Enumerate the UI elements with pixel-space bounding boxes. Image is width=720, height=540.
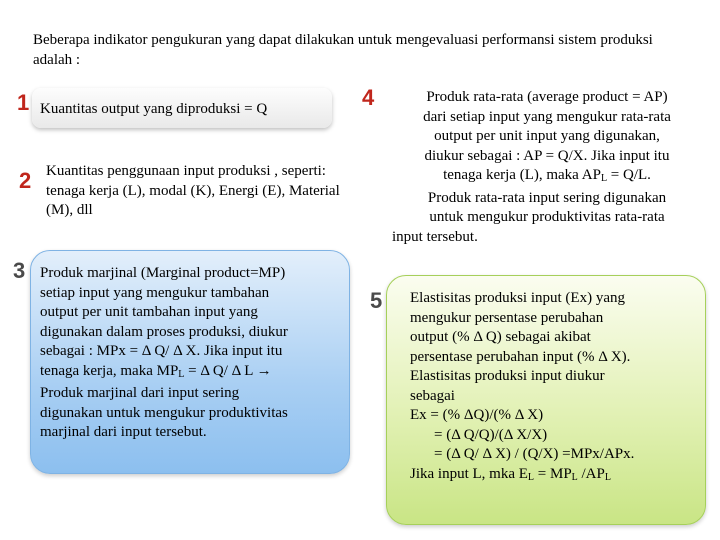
- item-5-number: 5: [370, 288, 383, 313]
- item-4-line-formula: tenaga kerja (L), maka $AP_L = Q/L$.: [443, 167, 651, 184]
- item-5-line: = (Δ Q/ Δ X) / (Q/X) =MPx/APx.: [434, 446, 635, 462]
- item-3-text: [40, 264, 346, 443]
- item-3-line: marjinal dari input tersebut.: [40, 424, 207, 440]
- item-3-line: digunakan dalam proses produksi, diukur: [40, 323, 288, 340]
- item-1-text: Kuantitas output yang diproduksi = Q: [40, 101, 268, 117]
- item-4-line: dari setiap input yang mengukur rata-rata: [423, 108, 671, 125]
- item-4-text: [392, 88, 702, 247]
- item-3-line: Produk marjinal (Marginal product=MP): [40, 265, 286, 281]
- item-3-line-formula: tenaga kerja, maka $MP_L = \Delta$ Q/ Δ L →: [40, 362, 272, 380]
- item-5-line: persentase perubahan input (% Δ X).: [410, 348, 631, 365]
- item-5-line-formula: Jika input L, mka $E_L = MP_L$ $/AP_L$: [410, 465, 611, 483]
- item-4-line: untuk mengukur produktivitas rata-rata: [429, 209, 665, 225]
- item-1-number: 1: [17, 90, 30, 115]
- item-2-number: 2: [19, 168, 32, 193]
- item-4-line: diukur sebagai : AP = Q/X. Jika input itu: [424, 147, 670, 164]
- item-3-line: setiap input yang mengukur tambahan: [40, 284, 270, 301]
- item-4-number: 4: [362, 85, 375, 110]
- item-5-line: = (Δ Q/Q)/(Δ X/X): [434, 426, 548, 443]
- item-4-line: Produk rata-rata input sering digunakan: [427, 189, 667, 206]
- item-3-line: digunakan untuk mengukur produktivitas: [40, 404, 288, 421]
- intro-text: Beberapa indikator pengukuran yang dapat dilakukan untuk mengevaluasi performansi sistem produksi adalah :: [33, 32, 653, 68]
- item-5-text: [410, 289, 700, 487]
- item-4-line: output per unit input yang digunakan,: [434, 128, 660, 144]
- item-3-number: 3: [13, 258, 26, 283]
- item-5-line: mengukur persentase perubahan: [410, 309, 604, 326]
- item-5-line: sebagai: [410, 387, 455, 404]
- item-4-line: input tersebut.: [392, 228, 478, 245]
- item-3-line: Produk marjinal dari input sering: [40, 385, 240, 401]
- item-5-line: output (% Δ Q) sebagai akibat: [410, 329, 591, 345]
- item-3-line: output per unit tambahan input yang: [40, 304, 258, 320]
- item-4-line: Produk rata-rata (average product = AP): [426, 89, 668, 105]
- item-5-line: Ex = (% ΔQ)/(% Δ X): [410, 407, 544, 423]
- item-3-line: sebagai : MPx = Δ Q/ Δ X. Jika input itu: [40, 343, 283, 359]
- item-5-line: Elastisitas produksi input (Ex) yang: [410, 290, 625, 306]
- item-2-text: Kuantitas penggunaan input produksi , seperti: tenaga kerja (L), modal (K), Energi (E), Material (M), dll: [46, 163, 340, 218]
- item-5-line: Elastisitas produksi input diukur: [410, 368, 605, 384]
